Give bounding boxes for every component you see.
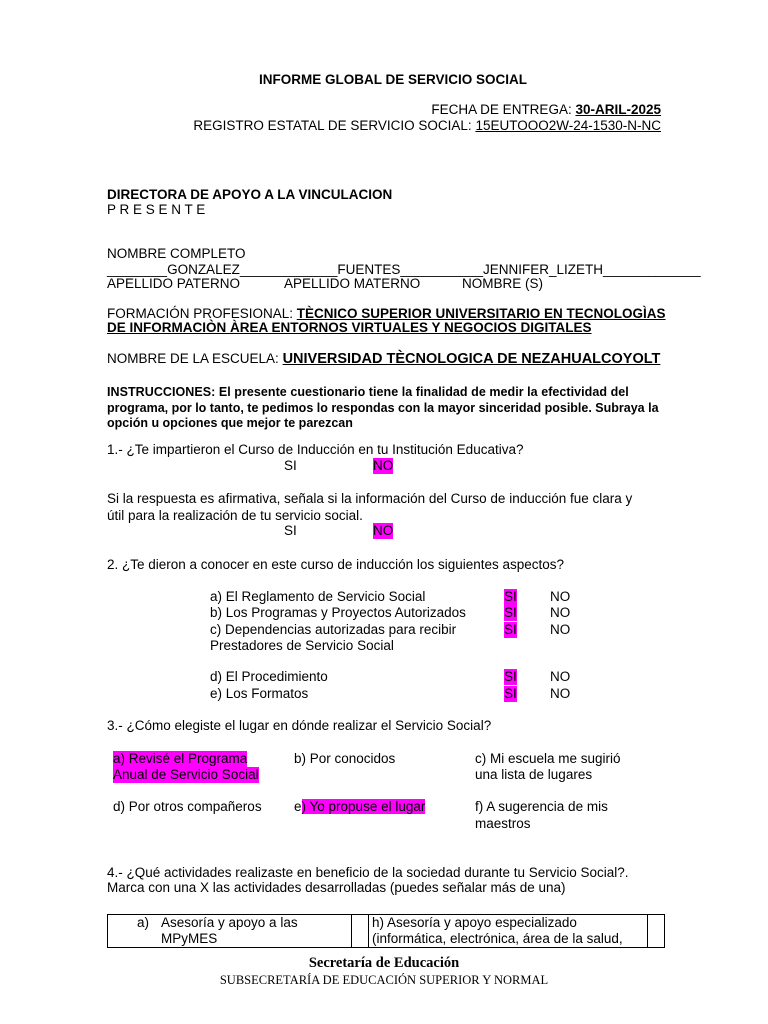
q2-item-b: b) Los Programas y Proyectos Autorizados (210, 605, 466, 620)
registro-estatal (193, 118, 661, 134)
table-row (108, 915, 665, 948)
student-name-line: ________GONZALEZ_____________FUENTES___________JENNIFER_LIZETH_____________ (107, 262, 701, 277)
activity-a-text: Asesoría y apoyo a las (161, 915, 298, 930)
q3-option-a-cont: Anual de Servicio Social (113, 767, 259, 782)
q1-follow-line1: Si la respuesta es afirmativa, señala si la información del Curso de inducción fue clara y (107, 491, 633, 506)
activities-table (107, 914, 665, 948)
q3-option-b: b) Por conocidos (294, 751, 396, 766)
activity-a-checkbox[interactable] (352, 915, 369, 948)
q1-follow-no-selected: NO (373, 523, 394, 538)
apellido-paterno-label: APELLIDO PATERNO (107, 276, 241, 291)
formacion-value-cont: DE INFORMACIÒN ÀREA ENTORNOS VIRTUALES Y NEGOCIOS DIGITALES (107, 320, 592, 335)
q3-option-c: c) Mi escuela me sugirió (475, 751, 621, 766)
activity-h-checkbox[interactable] (648, 915, 665, 948)
formacion-label: FORMACIÓN PROFESIONAL: (107, 306, 297, 321)
q1-no-selected: NO (373, 458, 394, 473)
q3-option-e-selected: ) Yo propuse el lugar (301, 799, 426, 814)
footer-secretaria: Secretaría de Educación (308, 955, 460, 971)
nombre-completo-label: NOMBRE COMPLETO (107, 246, 246, 261)
q2-item-a: a) El Reglamento de Servicio Social (210, 589, 426, 604)
fecha-entrega (431, 102, 661, 118)
q2-item-e-si: SI (504, 686, 517, 701)
q4-question-line1: 4.- ¿Qué actividades realizaste en beneficio de la sociedad durante tu Servicio Social?. (107, 865, 629, 880)
q2-item-d: d) El Procedimiento (210, 669, 328, 684)
q1-si: SI (284, 458, 297, 473)
q3-question: 3.- ¿Cómo elegiste el lugar en dónde realizar el Servicio Social? (107, 718, 492, 733)
q2-item-c: c) Dependencias autorizadas para recibir (210, 622, 457, 637)
activity-h-text-cont: (informática, electrónica, área de la salud, (372, 931, 623, 946)
escuela-label: NOMBRE DE LA ESCUELA: (107, 351, 283, 366)
fecha-value: 30-ARIL-2025 (575, 102, 661, 117)
registro-value: 15EUTOOO2W-24-1530-N-NC (475, 118, 661, 133)
q3-option-d: d) Por otros compañeros (113, 799, 262, 814)
q1-question: 1.- ¿Te impartieron el Curso de Inducción en tu Institución Educativa? (107, 442, 524, 457)
apellido-materno-label: APELLIDO MATERNO (284, 276, 421, 291)
q3-option-c-cont: una lista de lugares (475, 767, 593, 782)
escuela-value: UNIVERSIDAD TÈCNOLOGICA DE NEZAHUALCOYOLT (282, 351, 661, 367)
q2-item-b-si: SI (504, 605, 517, 620)
q3-option-f: f) A sugerencia de mis (475, 799, 608, 814)
activity-h-text: h) Asesoría y apoyo especializado (372, 915, 577, 930)
activity-a-letter: a) (137, 915, 150, 930)
q2-question: 2. ¿Te dieron a conocer en este curso de inducción los siguientes aspectos? (107, 557, 565, 572)
q3-option-a-selected: a) Revisé el Programa (113, 751, 248, 766)
q2-item-d-no: NO (550, 669, 571, 684)
q2-item-e-no: NO (550, 686, 571, 701)
formacion-value: TÈCNICO SUPERIOR UNIVERSITARIO EN TECNOLOGÌAS (296, 306, 666, 321)
q2-item-e: e) Los Formatos (210, 686, 309, 701)
registro-label: REGISTRO ESTATAL DE SERVICIO SOCIAL: (193, 118, 476, 133)
document-title: INFORME GLOBAL DE SERVICIO SOCIAL (259, 72, 528, 87)
q2-item-d-si: SI (504, 669, 517, 684)
activity-cell-h (369, 915, 648, 948)
q3-option-f-cont: maestros (475, 816, 531, 831)
q2-item-b-no: NO (550, 605, 571, 620)
q4-question-line2: Marca con una X las actividades desarrolladas (puedes señalar más de una) (107, 880, 566, 895)
activity-cell-a (108, 915, 352, 948)
fecha-label: FECHA DE ENTREGA: (431, 102, 576, 117)
recipient-name: DIRECTORA DE APOYO A LA VINCULACION (107, 187, 393, 202)
q2-item-a-no: NO (550, 589, 571, 604)
instrucciones-line1: INSTRUCCIONES: El presente cuestionario tiene la finalidad de medir la efectividad del (107, 385, 629, 399)
activity-a-text-cont: MPyMES (161, 931, 218, 946)
instrucciones-line2: programa, por lo tanto, te pedimos lo respondas con la mayor sinceridad posible. Subraya la (107, 401, 659, 415)
q2-item-c-cont: Prestadores de Servicio Social (210, 638, 394, 653)
q3-option-e-letter: e (294, 799, 302, 814)
q2-item-a-si: SI (504, 589, 517, 604)
nombres-label: NOMBRE (S) (462, 276, 543, 291)
q1-follow-si: SI (284, 523, 297, 538)
q3-option-e (294, 799, 425, 815)
q2-item-c-si: SI (504, 622, 517, 637)
q2-item-c-no: NO (550, 622, 571, 637)
presente: P R E S E N T E (107, 202, 206, 217)
q1-follow-line2: útil para la realización de tu servicio social. (107, 508, 363, 523)
instrucciones-line3: opción u opciones que mejor te parezcan (107, 416, 353, 430)
footer-subsecretaria: SUBSECRETARÍA DE EDUCACIÓN SUPERIOR Y NORMAL (219, 973, 549, 987)
nombre-escuela (107, 351, 660, 367)
